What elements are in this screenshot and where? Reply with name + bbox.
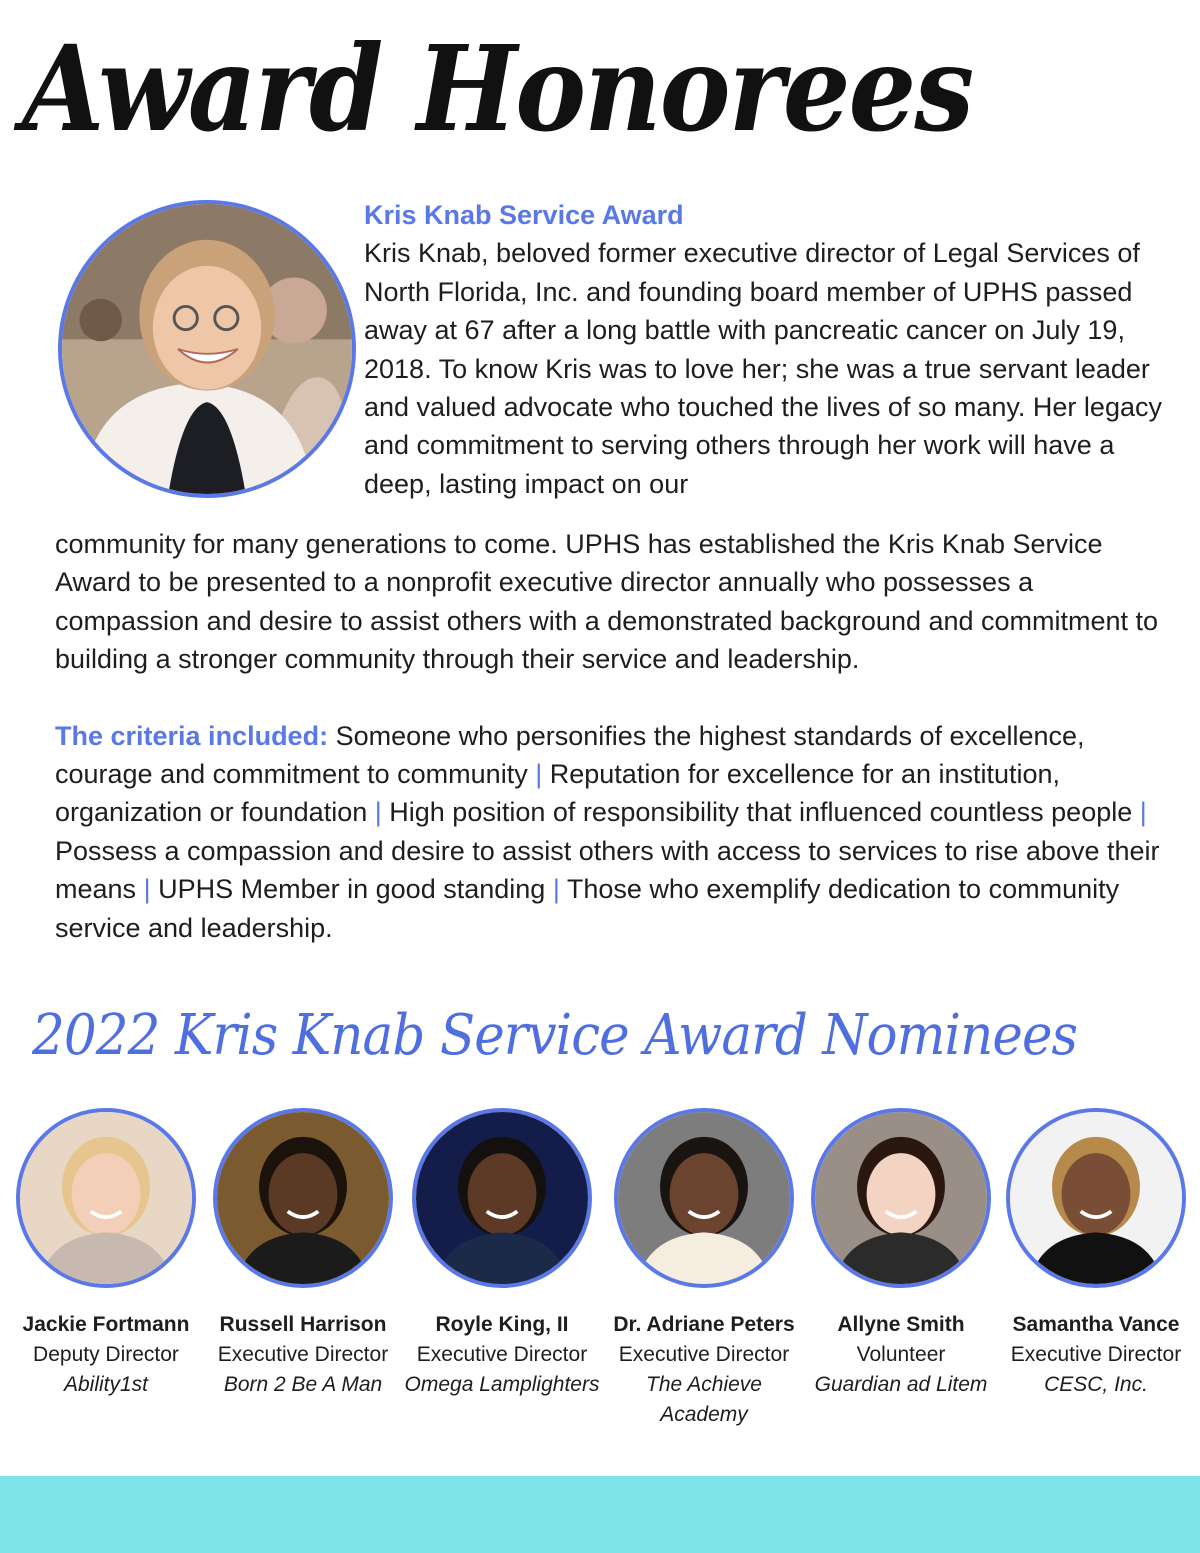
award-name: Kris Knab Service Award: [364, 200, 684, 230]
criteria-item: Those who exemplify dedication to community service and leadership.: [55, 874, 1120, 943]
nominee-role: Executive Director: [618, 1343, 790, 1366]
nominee-card: [606, 1108, 802, 1430]
nominee-role: Deputy Director: [33, 1343, 179, 1366]
nominee-name: Dr. Adriane Peters: [613, 1313, 795, 1336]
nominee-card: [8, 1108, 204, 1400]
nominee-card: [803, 1108, 999, 1400]
criteria-list: [55, 721, 1160, 943]
award-body: [55, 525, 1180, 985]
criteria-separator: |: [143, 874, 151, 905]
criteria-item: High position of responsibility that influenced countless people: [389, 797, 1133, 828]
nominee-card: [404, 1108, 600, 1400]
nominee-photo: [614, 1108, 794, 1288]
nominee-photo: [213, 1108, 393, 1288]
nominee-name: Russell Harrison: [219, 1313, 387, 1336]
nominee-role: Executive Director: [416, 1343, 588, 1366]
criteria-item: Someone who personifies the highest standards of excellence, courage and commitment to community: [55, 720, 1085, 790]
nominee-name: Samantha Vance: [1012, 1313, 1180, 1336]
criteria-item: Reputation for excellence for an institution, organization or foundation: [55, 759, 1061, 828]
page-title: Award Honorees: [22, 19, 973, 158]
nominee-role: Executive Director: [1010, 1343, 1182, 1366]
award-intro-text: Kris Knab, beloved former executive director of Legal Services of North Florida, Inc. and founding board member of UPHS passed away at 67 after a long battle with pancreatic cancer on July 19, 2018. To know Kris was to love her; she was a true servant leader and valued advocate who touched the lives of so many. Her legacy and commitment to serving others through her work will have a deep, lasting impact on our: [364, 238, 1162, 499]
nominees-row: [8, 1108, 1196, 1438]
nominee-organization: The Achieve Academy: [646, 1373, 762, 1426]
criteria-paragraph: [55, 717, 1180, 947]
nominee-name: Allyne Smith: [837, 1313, 965, 1336]
nominees-title: 2022 Kris Knab Service Award Nominees: [32, 1003, 1078, 1068]
nominee-organization: Born 2 Be A Man: [223, 1373, 383, 1396]
nominee-photo: [16, 1108, 196, 1288]
nominee-name: Jackie Fortmann: [22, 1313, 190, 1336]
criteria-separator: |: [552, 874, 560, 905]
award-continuation: community for many generations to come. UPHS has established the Kris Knab Service Award to be presented to a nonprofit executive director annually who possesses a compassion and desire to assist others with a demonstrated background and commitment to building a stronger community through their service and leadership.: [55, 529, 1159, 675]
nominee-organization: Guardian ad Litem: [814, 1373, 988, 1396]
nominee-role: Executive Director: [217, 1343, 389, 1366]
nominee-organization: Ability1st: [63, 1373, 149, 1396]
award-intro: [364, 196, 1184, 503]
nominee-card: [998, 1108, 1194, 1400]
nominee-photo: [1006, 1108, 1186, 1288]
criteria-separator: |: [1139, 797, 1147, 828]
nominee-name: Royle King, II: [435, 1313, 569, 1336]
footer-bar: [0, 1476, 1200, 1553]
kris-knab-photo: [58, 200, 356, 498]
criteria-item: UPHS Member in good standing: [158, 874, 546, 905]
nominee-photo: [412, 1108, 592, 1288]
criteria-label: The criteria included:: [55, 720, 329, 751]
criteria-separator: |: [535, 759, 543, 790]
criteria-item: Possess a compassion and desire to assist others with access to services to rise above their means: [55, 835, 1160, 905]
criteria-separator: |: [374, 797, 382, 828]
nominee-role: Volunteer: [856, 1343, 946, 1366]
nominee-card: [205, 1108, 401, 1400]
nominee-organization: CESC, Inc.: [1044, 1373, 1148, 1396]
nominee-photo: [811, 1108, 991, 1288]
nominee-organization: Omega Lamplighters: [404, 1373, 600, 1396]
